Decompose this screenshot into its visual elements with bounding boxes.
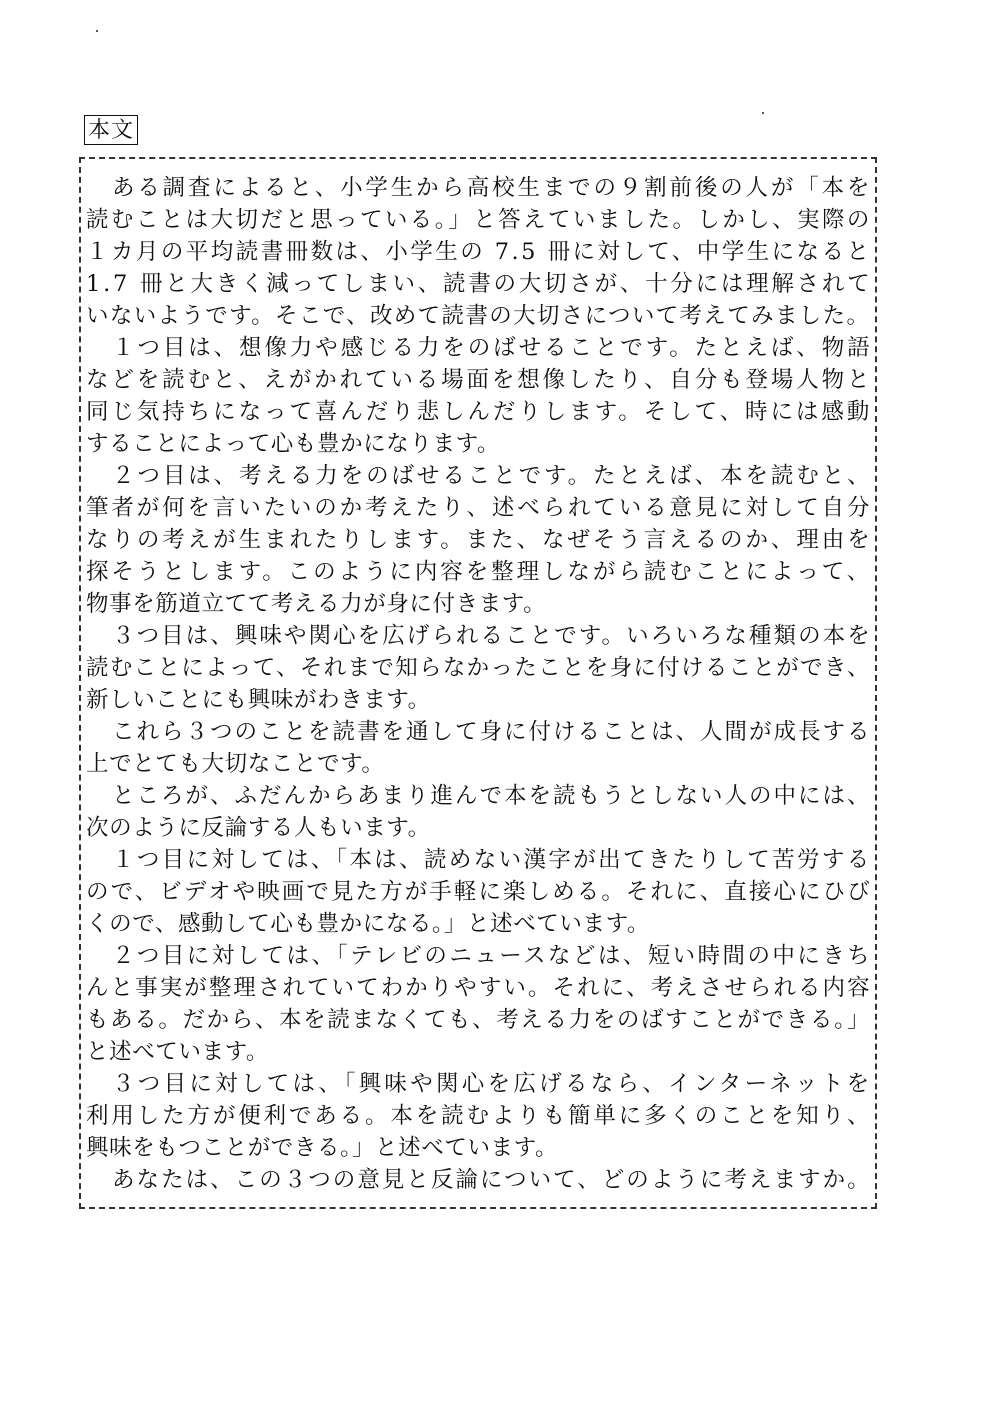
text-line: なりの考えが生まれたりします。また、なぜそう言えるのか、理由を <box>86 527 873 553</box>
body-text <box>86 172 873 1196</box>
text-line: １つ目に対しては、「本は、読めない漢字が出てきたりして苦労する <box>112 847 872 873</box>
scan-speck <box>96 30 98 32</box>
text-line: 同じ気持ちになって喜んだり悲しんだりします。そして、時には感動 <box>86 399 873 425</box>
text-line: いないようです。そこで、改めて読書の大切さについて考えてみました。 <box>86 303 871 329</box>
text-line: ３つ目は、興味や関心を広げられることです。いろいろな種類の本を <box>112 623 872 649</box>
text-line: などを読むと、えがかれている場面を想像したり、自分も登場人物と <box>86 367 873 393</box>
text-line: 筆者が何を言いたいのか考えたり、述べられている意見に対して自分 <box>86 495 873 521</box>
text-line: 上でとても大切なことです。 <box>86 751 385 777</box>
text-line: と述べています。 <box>86 1039 270 1065</box>
scan-speck <box>762 112 764 114</box>
text-line: することによって心も豊かになります。 <box>86 431 501 457</box>
text-line: 物事を筋道立てて考える力が身に付きます。 <box>86 591 547 617</box>
text-line: 興味をもつことができる。」と述べています。 <box>86 1135 559 1161</box>
text-line: あなたは、この３つの意見と反論について、どのように考えますか。 <box>112 1167 872 1193</box>
text-line: 利用した方が便利である。本を読むよりも簡単に多くのことを知り、 <box>86 1103 873 1129</box>
text-line: 探そうとします。このように内容を整理しながら読むことによって、 <box>86 559 873 585</box>
text-line: んと事実が整理されていてわかりやすい。それに、考えさせられる内容 <box>86 975 872 1001</box>
text-line: もある。だから、本を読まなくても、考える力をのばすことができる。」 <box>86 1007 872 1033</box>
section-label: 本文 <box>84 115 138 145</box>
text-line: 次のように反論する人もいます。 <box>86 815 431 841</box>
text-line: １カ月の平均読書冊数は、小学生の 7.5 冊に対して、中学生になると <box>86 239 872 265</box>
text-line: ある調査によると、小学生から高校生までの９割前後の人が「本を <box>112 175 873 201</box>
text-line: 新しいことにも興味がわきます。 <box>86 687 431 713</box>
text-line: これら３つのことを読書を通して身に付けることは、人間が成長する <box>112 719 872 745</box>
text-line: ３つ目に対しては、「興味や関心を広げるなら、インターネットを <box>112 1071 873 1097</box>
text-line: ので、ビデオや映画で見た方が手軽に楽しめる。それに、直接心にひび <box>86 879 872 905</box>
text-line: くので、感動して心も豊かになる。」と述べています。 <box>86 911 651 937</box>
text-line: １つ目は、想像力や感じる力をのばせることです。たとえば、物語 <box>112 335 873 361</box>
text-line: ところが、ふだんからあまり進んで本を読もうとしない人の中には、 <box>112 783 872 809</box>
text-line: ２つ目に対しては、「テレビのニュースなどは、短い時間の中にきち <box>112 943 873 969</box>
text-line: 1.7 冊と大きく減ってしまい、読書の大切さが、十分には理解されて <box>86 271 873 297</box>
text-line: 読むことは大切だと思っている。」と答えていました。しかし、実際の <box>86 207 872 233</box>
text-line: 読むことによって、それまで知らなかったことを身に付けることができ、 <box>86 655 871 681</box>
text-line: ２つ目は、考える力をのばせることです。たとえば、本を読むと、 <box>112 463 873 489</box>
